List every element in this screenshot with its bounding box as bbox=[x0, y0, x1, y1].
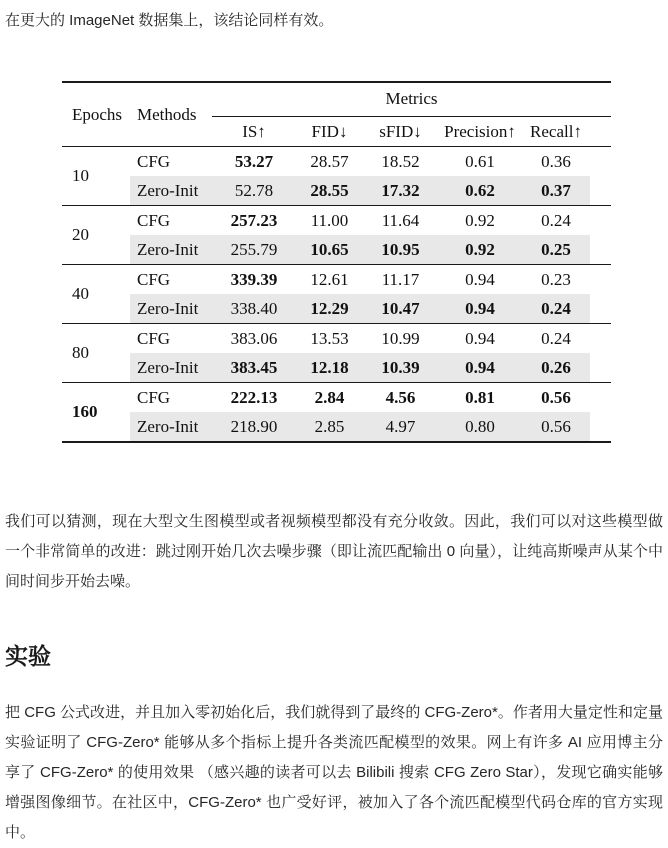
table-row bbox=[62, 176, 611, 206]
row-spacer bbox=[590, 383, 611, 413]
row-spacer bbox=[590, 206, 611, 236]
value-cell: 10.99 bbox=[363, 324, 438, 354]
table-row bbox=[62, 235, 611, 265]
table-row bbox=[62, 147, 611, 177]
row-spacer bbox=[590, 294, 611, 324]
value-cell: 11.64 bbox=[363, 206, 438, 236]
value-cell: 12.29 bbox=[296, 294, 363, 324]
epochs-cell: 160 bbox=[62, 383, 130, 443]
metrics-group-header: Metrics bbox=[212, 82, 611, 117]
epochs-header: Epochs bbox=[72, 104, 123, 124]
value-cell: 0.80 bbox=[438, 412, 522, 442]
value-cell: 0.24 bbox=[522, 294, 590, 324]
method-cell: CFG bbox=[130, 265, 212, 295]
table-row bbox=[62, 324, 611, 354]
row-spacer bbox=[590, 324, 611, 354]
value-cell: 0.94 bbox=[438, 324, 522, 354]
value-cell: 383.06 bbox=[212, 324, 296, 354]
experiments-paragraph: 把 CFG 公式改进，并且加入零初始化后，我们就得到了最终的 CFG-Zero*。作者用大量定性和定量实验证明了 CFG-Zero* 能够从多个指标上提升各类流匹配模型的效果。网上有许多 AI 应用博主分享了 CFG-Zero* 的使用效果 （感兴趣的读者可以去 Bilibili 搜索 CFG Zero Star），发现它确实能够增强图像细节。在社区中，CFG-Zero* 也广受好评，被加入了各个流匹配模型代码仓库的官方实现中。 bbox=[5, 704, 663, 841]
method-cell: CFG bbox=[130, 206, 212, 236]
value-cell: 2.84 bbox=[296, 383, 363, 413]
value-cell: 0.24 bbox=[522, 324, 590, 354]
value-cell: 4.97 bbox=[363, 412, 438, 442]
value-cell: 28.55 bbox=[296, 176, 363, 206]
value-cell: 11.17 bbox=[363, 265, 438, 295]
value-cell: 0.94 bbox=[438, 265, 522, 295]
methods-header: Methods bbox=[137, 104, 197, 124]
table-header bbox=[62, 82, 611, 147]
epochs-cell: 80 bbox=[62, 324, 130, 383]
value-cell: 18.52 bbox=[381, 151, 420, 171]
table-body bbox=[62, 147, 611, 443]
value-cell: 0.92 bbox=[438, 235, 522, 265]
value-cell: 0.23 bbox=[522, 265, 590, 295]
value-cell: 218.90 bbox=[212, 412, 296, 442]
value-cell: 0.94 bbox=[438, 353, 522, 383]
method-cell: Zero-Init bbox=[130, 176, 212, 206]
method-cell: Zero-Init bbox=[130, 294, 212, 324]
method-cell: Zero-Init bbox=[130, 235, 212, 265]
value-cell: 255.79 bbox=[212, 235, 296, 265]
value-cell: 0.62 bbox=[438, 176, 522, 206]
table-row bbox=[62, 412, 611, 442]
analysis-paragraph: 我们可以猜测，现在大型文生图模型或者视频模型都没有充分收敛。因此，我们可以对这些模型做一个非常简单的改进：跳过刚开始几次去噪步骤（即让流匹配输出 0 向量），让纯高斯噪声从某个中间时间步开始去噪。 bbox=[5, 513, 663, 590]
table-row bbox=[62, 383, 611, 413]
value-cell: 339.39 bbox=[212, 265, 296, 295]
value-cell: 0.26 bbox=[522, 353, 590, 383]
metric-header-is: IS↑ bbox=[242, 121, 266, 141]
method-cell: CFG bbox=[137, 151, 171, 171]
value-cell: 0.24 bbox=[522, 206, 590, 236]
value-cell: 0.92 bbox=[438, 206, 522, 236]
table-row bbox=[62, 265, 611, 295]
value-cell: 53.27 bbox=[234, 151, 274, 171]
metric-header-recall: Recall↑ bbox=[530, 121, 582, 141]
epochs-cell: 20 bbox=[62, 206, 130, 265]
value-cell: 0.94 bbox=[438, 294, 522, 324]
value-cell: 338.40 bbox=[212, 294, 296, 324]
value-cell: 0.56 bbox=[522, 383, 590, 413]
row-spacer bbox=[590, 265, 611, 295]
table-row bbox=[62, 353, 611, 383]
row-spacer bbox=[590, 147, 611, 177]
value-cell: 10.95 bbox=[363, 235, 438, 265]
row-spacer bbox=[590, 353, 611, 383]
row-spacer bbox=[590, 176, 611, 206]
results-table bbox=[62, 81, 611, 443]
value-cell: 257.23 bbox=[212, 206, 296, 236]
value-cell: 0.25 bbox=[522, 235, 590, 265]
metric-header-fid: FID↓ bbox=[311, 121, 348, 141]
method-cell: CFG bbox=[130, 324, 212, 354]
value-cell: 2.85 bbox=[296, 412, 363, 442]
epochs-cell: 10 bbox=[72, 166, 89, 185]
epochs-cell: 40 bbox=[62, 265, 130, 324]
value-cell: 12.18 bbox=[296, 353, 363, 383]
value-cell: 0.61 bbox=[465, 151, 495, 171]
table-row bbox=[62, 206, 611, 236]
method-cell: Zero-Init bbox=[130, 353, 212, 383]
value-cell: 11.00 bbox=[296, 206, 363, 236]
value-cell: 13.53 bbox=[296, 324, 363, 354]
value-cell: 0.81 bbox=[438, 383, 522, 413]
value-cell: 10.47 bbox=[363, 294, 438, 324]
header-spacer bbox=[590, 117, 611, 147]
method-cell: CFG bbox=[130, 383, 212, 413]
value-cell: 52.78 bbox=[212, 176, 296, 206]
imagenet-results-table bbox=[5, 81, 663, 443]
value-cell: 383.45 bbox=[212, 353, 296, 383]
value-cell: 12.61 bbox=[296, 265, 363, 295]
value-cell: 4.56 bbox=[363, 383, 438, 413]
value-cell: 28.57 bbox=[310, 151, 349, 171]
article-page bbox=[0, 9, 668, 848]
table-row bbox=[62, 294, 611, 324]
value-cell: 0.37 bbox=[522, 176, 590, 206]
value-cell: 0.56 bbox=[522, 412, 590, 442]
section-heading-experiments: 实验 bbox=[5, 643, 51, 669]
row-spacer bbox=[590, 412, 611, 442]
metric-header-precision: Precision↑ bbox=[444, 121, 516, 141]
row-spacer bbox=[590, 235, 611, 265]
value-cell: 17.32 bbox=[363, 176, 438, 206]
value-cell: 222.13 bbox=[212, 383, 296, 413]
intro-paragraph: 在更大的 ImageNet 数据集上，该结论同样有效。 bbox=[5, 12, 334, 29]
method-cell: Zero-Init bbox=[130, 412, 212, 442]
value-cell: 10.65 bbox=[296, 235, 363, 265]
value-cell: 0.36 bbox=[541, 151, 571, 171]
value-cell: 10.39 bbox=[363, 353, 438, 383]
metric-header-sfid: sFID↓ bbox=[379, 121, 422, 141]
